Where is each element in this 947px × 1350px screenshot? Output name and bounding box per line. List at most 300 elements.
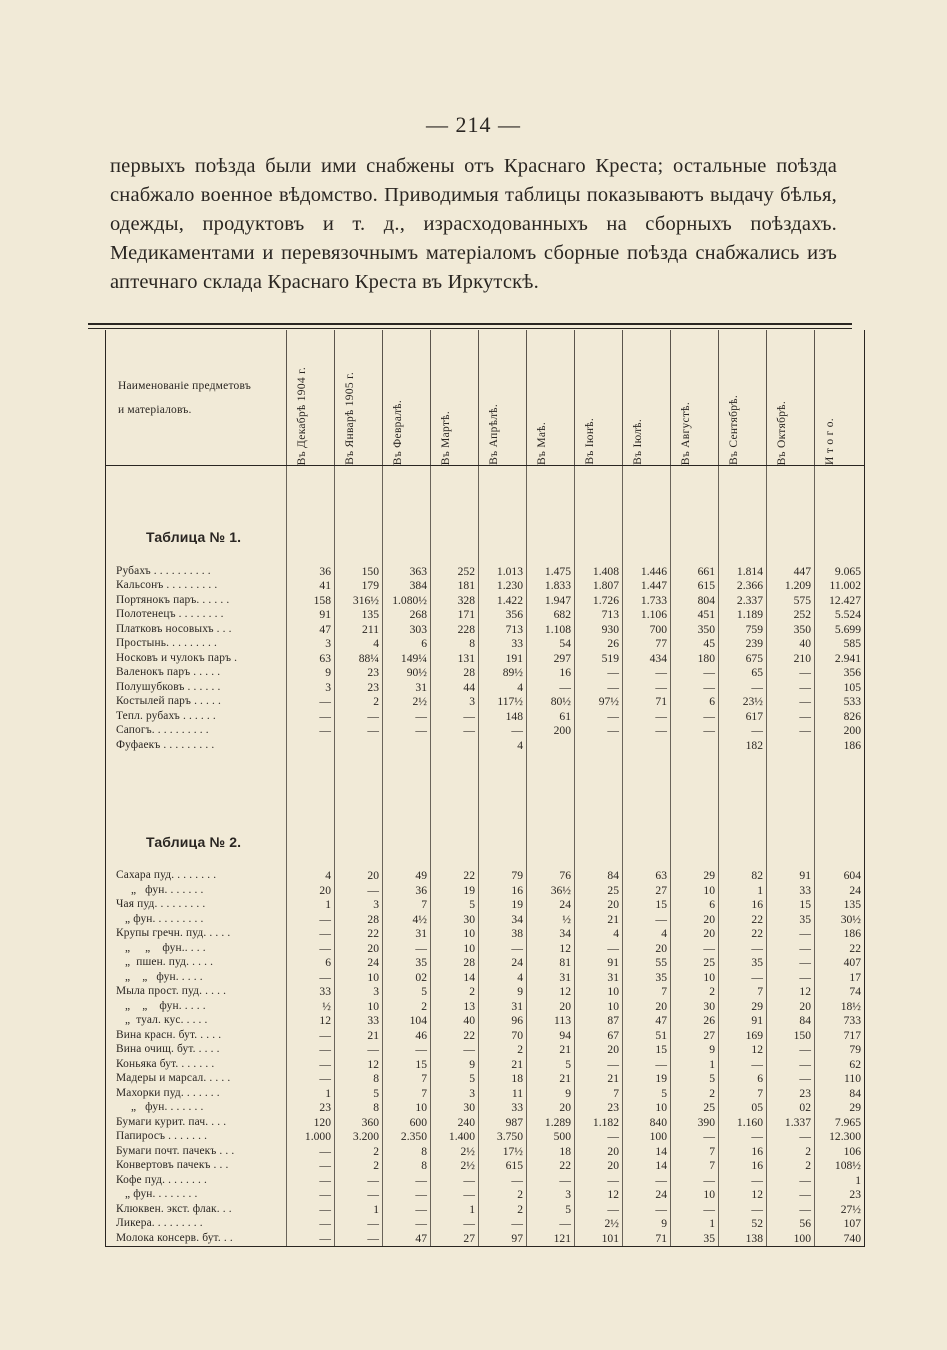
month-column-header: [479, 330, 527, 466]
value-cell: 23: [335, 666, 383, 681]
item-name: Кофе пуд. . . . . . . .: [106, 1173, 287, 1188]
value-cell: 360: [335, 1115, 383, 1130]
value-cell: [767, 738, 815, 753]
month-column-header: [671, 330, 719, 466]
value-cell: —: [719, 970, 767, 985]
value-cell: 35: [383, 956, 431, 971]
value-cell: 615: [671, 579, 719, 594]
value-cell: —: [767, 695, 815, 710]
value-cell: 2: [335, 695, 383, 710]
value-cell: 3: [287, 637, 335, 652]
value-cell: 3.200: [335, 1130, 383, 1145]
value-cell: 1.182: [575, 1115, 623, 1130]
value-cell: 67: [575, 1028, 623, 1043]
value-cell: 41: [287, 579, 335, 594]
table-row: [106, 651, 865, 666]
table-row: [106, 709, 865, 724]
value-cell: —: [767, 1072, 815, 1087]
value-cell: 2: [431, 985, 479, 1000]
value-cell: 930: [575, 622, 623, 637]
spacer-cell: [106, 849, 287, 869]
value-cell: —: [479, 1173, 527, 1188]
value-cell: 47: [287, 622, 335, 637]
value-cell: 135: [335, 608, 383, 623]
value-cell: 5: [671, 1072, 719, 1087]
value-cell: 16: [527, 666, 575, 681]
value-cell: 45: [671, 637, 719, 652]
spacer-cell: [623, 544, 671, 564]
value-cell: 615: [479, 1159, 527, 1174]
value-cell: 20: [575, 1144, 623, 1159]
value-cell: —: [719, 1057, 767, 1072]
value-cell: 2: [383, 999, 431, 1014]
value-cell: 1.289: [527, 1115, 575, 1130]
value-cell: 2½: [383, 695, 431, 710]
value-cell: 16: [719, 898, 767, 913]
value-cell: —: [767, 1057, 815, 1072]
value-cell: 158: [287, 593, 335, 608]
value-cell: 100: [623, 1130, 671, 1145]
value-cell: 84: [767, 1014, 815, 1029]
value-cell: 44: [431, 680, 479, 695]
spacer-cell: [527, 544, 575, 564]
total-cell: 9.065: [815, 564, 865, 579]
total-cell: 585: [815, 637, 865, 652]
value-cell: 2: [767, 1159, 815, 1174]
value-cell: 10: [383, 1101, 431, 1116]
spacer-cell: [719, 849, 767, 869]
value-cell: —: [335, 709, 383, 724]
total-cell: 826: [815, 709, 865, 724]
value-cell: 1.108: [527, 622, 575, 637]
value-cell: 1.400: [431, 1130, 479, 1145]
value-cell: 1.013: [479, 564, 527, 579]
value-cell: —: [287, 1144, 335, 1159]
value-cell: 2.366: [719, 579, 767, 594]
total-cell: 12.300: [815, 1130, 865, 1145]
value-cell: 24: [527, 898, 575, 913]
empty-cell: [623, 791, 671, 849]
empty-cell: [623, 486, 671, 544]
value-cell: —: [335, 1188, 383, 1203]
value-cell: 5: [383, 985, 431, 1000]
value-cell: 1.080½: [383, 593, 431, 608]
spacer-cell: [335, 544, 383, 564]
total-cell: 12.427: [815, 593, 865, 608]
value-cell: —: [287, 927, 335, 942]
value-cell: 138: [719, 1231, 767, 1246]
table-row: [106, 738, 865, 753]
value-cell: 6: [671, 898, 719, 913]
value-cell: —: [383, 709, 431, 724]
value-cell: —: [767, 941, 815, 956]
item-name: Папиросъ . . . . . . .: [106, 1130, 287, 1145]
total-cell: 23: [815, 1188, 865, 1203]
value-cell: 29: [671, 869, 719, 884]
value-cell: 1.447: [623, 579, 671, 594]
value-cell: 14: [623, 1144, 671, 1159]
value-cell: 10: [575, 999, 623, 1014]
item-name: Молока консерв. бут. . .: [106, 1231, 287, 1246]
spacer-cell: [671, 544, 719, 564]
value-cell: —: [671, 1202, 719, 1217]
value-cell: —: [431, 709, 479, 724]
spacer-cell: [623, 849, 671, 869]
value-cell: —: [383, 941, 431, 956]
total-cell: 604: [815, 869, 865, 884]
value-cell: 2: [671, 985, 719, 1000]
value-cell: 7: [383, 1086, 431, 1101]
value-cell: 24: [623, 1188, 671, 1203]
spacer-cell: [431, 544, 479, 564]
section-title: Таблица № 1.: [106, 486, 287, 544]
empty-cell: [671, 486, 719, 544]
table-row: [106, 622, 865, 637]
value-cell: 10: [335, 999, 383, 1014]
value-cell: —: [767, 724, 815, 739]
value-cell: [671, 738, 719, 753]
value-cell: 22: [719, 927, 767, 942]
value-cell: 987: [479, 1115, 527, 1130]
table-row: [106, 1130, 865, 1145]
month-column-header: [575, 330, 623, 466]
empty-cell: [287, 486, 335, 544]
value-cell: 3: [431, 1086, 479, 1101]
value-cell: 1: [287, 1086, 335, 1101]
total-cell: 135: [815, 898, 865, 913]
value-cell: 7: [719, 985, 767, 1000]
value-cell: —: [767, 1130, 815, 1145]
value-cell: 150: [335, 564, 383, 579]
item-name: Вина очищ. бут. . . . .: [106, 1043, 287, 1058]
month-header-label: Въ Январѣ 1905 г.: [344, 372, 356, 465]
value-cell: —: [767, 680, 815, 695]
value-cell: 70: [479, 1028, 527, 1043]
total-cell: 717: [815, 1028, 865, 1043]
table-row: [106, 912, 865, 927]
total-cell: 105: [815, 680, 865, 695]
table-row: [106, 927, 865, 942]
spacer-cell: [575, 849, 623, 869]
item-name: Крупы гречн. пуд. . . . .: [106, 927, 287, 942]
total-cell: 2.941: [815, 651, 865, 666]
value-cell: 4: [479, 970, 527, 985]
value-cell: 19: [431, 883, 479, 898]
value-cell: 30: [671, 999, 719, 1014]
value-cell: —: [671, 709, 719, 724]
value-cell: 20: [527, 999, 575, 1014]
value-cell: 12: [767, 985, 815, 1000]
empty-cell: [575, 791, 623, 849]
value-cell: 22: [527, 1159, 575, 1174]
value-cell: 25: [575, 883, 623, 898]
value-cell: 12: [287, 1014, 335, 1029]
month-column-header: [431, 330, 479, 466]
value-cell: 7: [671, 1159, 719, 1174]
value-cell: 30: [431, 1101, 479, 1116]
value-cell: 97½: [575, 695, 623, 710]
value-cell: —: [671, 1130, 719, 1145]
value-cell: 7: [575, 1086, 623, 1101]
value-cell: 18: [479, 1072, 527, 1087]
table-row: [106, 680, 865, 695]
page-number: — 214 —: [426, 112, 521, 137]
table-row: [106, 1173, 865, 1188]
total-cell: 108½: [815, 1159, 865, 1174]
value-cell: 82: [719, 869, 767, 884]
spacer-cell: [335, 753, 383, 791]
value-cell: 6: [719, 1072, 767, 1087]
total-cell: 407: [815, 956, 865, 971]
value-cell: 27: [671, 1028, 719, 1043]
spacer-cell: [106, 753, 287, 791]
spacer-cell: [383, 753, 431, 791]
empty-cell: [335, 791, 383, 849]
value-cell: 9: [431, 1057, 479, 1072]
value-cell: —: [287, 1173, 335, 1188]
item-name: Мыла прост. пуд. . . . .: [106, 985, 287, 1000]
value-cell: 35: [671, 1231, 719, 1246]
table-row: [106, 1072, 865, 1087]
value-cell: 5: [431, 898, 479, 913]
value-cell: —: [335, 1043, 383, 1058]
value-cell: 12: [335, 1057, 383, 1072]
value-cell: 80½: [527, 695, 575, 710]
value-cell: [527, 738, 575, 753]
item-name: Коньяка бут. . . . . . .: [106, 1057, 287, 1072]
value-cell: —: [623, 1173, 671, 1188]
total-cell: 79: [815, 1043, 865, 1058]
month-column-header: [719, 330, 767, 466]
item-name: Полотенецъ . . . . . . . .: [106, 608, 287, 623]
value-cell: 87: [575, 1014, 623, 1029]
value-cell: 8: [335, 1072, 383, 1087]
value-cell: 20: [287, 883, 335, 898]
table-row: [106, 564, 865, 579]
value-cell: —: [767, 1043, 815, 1058]
value-cell: 10: [431, 927, 479, 942]
value-cell: —: [623, 1057, 671, 1072]
value-cell: 6: [671, 695, 719, 710]
value-cell: 617: [719, 709, 767, 724]
table-row: [106, 1014, 865, 1029]
value-cell: 20: [623, 999, 671, 1014]
value-cell: 1: [431, 1202, 479, 1217]
total-cell: 740: [815, 1231, 865, 1246]
spacer-cell: [815, 753, 865, 791]
value-cell: 15: [623, 898, 671, 913]
value-cell: —: [767, 709, 815, 724]
value-cell: 1: [287, 898, 335, 913]
empty-cell: [815, 791, 865, 849]
value-cell: 682: [527, 608, 575, 623]
value-cell: 02: [767, 1101, 815, 1116]
spacer-cell: [287, 849, 335, 869]
empty-cell: [527, 486, 575, 544]
value-cell: 363: [383, 564, 431, 579]
value-cell: —: [623, 724, 671, 739]
spacer-cell: [767, 466, 815, 487]
spacer-cell: [335, 466, 383, 487]
value-cell: 20: [335, 869, 383, 884]
total-cell: 107: [815, 1217, 865, 1232]
value-cell: 804: [671, 593, 719, 608]
empty-cell: [479, 486, 527, 544]
item-name: Вина красн. бут. . . . .: [106, 1028, 287, 1043]
value-cell: 9: [527, 1086, 575, 1101]
value-cell: 12: [719, 1043, 767, 1058]
value-cell: 71: [623, 1231, 671, 1246]
table-row: [106, 1115, 865, 1130]
empty-cell: [383, 791, 431, 849]
value-cell: 47: [383, 1231, 431, 1246]
value-cell: —: [767, 1202, 815, 1217]
value-cell: 23: [575, 1101, 623, 1116]
total-cell: 24: [815, 883, 865, 898]
value-cell: —: [287, 1217, 335, 1232]
value-cell: 63: [287, 651, 335, 666]
spacer-cell: [527, 466, 575, 487]
value-cell: —: [767, 970, 815, 985]
value-cell: 3: [335, 985, 383, 1000]
value-cell: 21: [335, 1028, 383, 1043]
value-cell: —: [767, 666, 815, 681]
value-cell: 350: [671, 622, 719, 637]
total-cell: 17: [815, 970, 865, 985]
value-cell: 35: [767, 912, 815, 927]
value-cell: 97: [479, 1231, 527, 1246]
table-row: [106, 1159, 865, 1174]
value-cell: —: [671, 666, 719, 681]
value-cell: 91: [719, 1014, 767, 1029]
month-header-label: Въ Маѣ.: [536, 421, 548, 465]
value-cell: 519: [575, 651, 623, 666]
value-cell: 434: [623, 651, 671, 666]
value-cell: 1.337: [767, 1115, 815, 1130]
value-cell: 2.337: [719, 593, 767, 608]
total-cell: 62: [815, 1057, 865, 1072]
total-column-header: [815, 330, 865, 466]
value-cell: —: [719, 941, 767, 956]
value-cell: —: [287, 1202, 335, 1217]
spacer-cell: [767, 849, 815, 869]
value-cell: 4: [335, 637, 383, 652]
supplies-table: [105, 330, 865, 1247]
value-cell: 29: [719, 999, 767, 1014]
value-cell: 297: [527, 651, 575, 666]
value-cell: 15: [383, 1057, 431, 1072]
month-header-label: Въ Августѣ.: [680, 401, 692, 465]
value-cell: 759: [719, 622, 767, 637]
value-cell: 8: [383, 1159, 431, 1174]
value-cell: 700: [623, 622, 671, 637]
value-cell: 240: [431, 1115, 479, 1130]
value-cell: 500: [527, 1130, 575, 1145]
value-cell: 14: [623, 1159, 671, 1174]
spacer-cell: [815, 466, 865, 487]
value-cell: 11: [479, 1086, 527, 1101]
value-cell: 1.230: [479, 579, 527, 594]
value-cell: 20: [575, 1043, 623, 1058]
value-cell: 3: [431, 695, 479, 710]
value-cell: 28: [431, 666, 479, 681]
value-cell: [335, 738, 383, 753]
spacer-cell: [106, 466, 287, 487]
value-cell: —: [287, 1231, 335, 1246]
spacer-cell: [527, 753, 575, 791]
value-cell: 9: [671, 1043, 719, 1058]
value-cell: 5: [431, 1072, 479, 1087]
name-header-line1: Наименованіе предметовъ: [118, 379, 251, 392]
section-title: Таблица № 2.: [106, 791, 287, 849]
value-cell: 1.475: [527, 564, 575, 579]
value-cell: 2: [671, 1086, 719, 1101]
value-cell: 121: [527, 1231, 575, 1246]
value-cell: —: [335, 1217, 383, 1232]
value-cell: 210: [767, 651, 815, 666]
value-cell: 675: [719, 651, 767, 666]
item-name: „ фун. . . . . . .: [106, 883, 287, 898]
spacer-cell: [335, 849, 383, 869]
value-cell: 171: [431, 608, 479, 623]
empty-cell: [383, 486, 431, 544]
value-cell: 840: [623, 1115, 671, 1130]
value-cell: 101: [575, 1231, 623, 1246]
value-cell: 91: [767, 869, 815, 884]
value-cell: 31: [575, 970, 623, 985]
name-column-header: [106, 330, 287, 466]
month-header-label: Въ Декабрѣ 1904 г.: [296, 366, 308, 465]
value-cell: —: [479, 941, 527, 956]
month-header-label: Въ Апрѣлѣ.: [488, 404, 500, 465]
value-cell: —: [383, 1043, 431, 1058]
value-cell: —: [623, 680, 671, 695]
value-cell: [383, 738, 431, 753]
value-cell: 179: [335, 579, 383, 594]
value-cell: 9: [287, 666, 335, 681]
item-name: „ фун. . . . . . . . .: [106, 912, 287, 927]
value-cell: —: [287, 709, 335, 724]
value-cell: 61: [527, 709, 575, 724]
value-cell: 9: [623, 1217, 671, 1232]
item-name: „ туал. кус. . . . .: [106, 1014, 287, 1029]
table-row: [106, 1043, 865, 1058]
value-cell: 713: [575, 608, 623, 623]
value-cell: 10: [575, 985, 623, 1000]
spacer-cell: [623, 466, 671, 487]
month-column-header: [527, 330, 575, 466]
total-cell: 5.699: [815, 622, 865, 637]
table-row: [106, 985, 865, 1000]
value-cell: 10: [671, 970, 719, 985]
table-row: [106, 1202, 865, 1217]
value-cell: 316½: [335, 593, 383, 608]
total-cell: 356: [815, 666, 865, 681]
spacer-cell: [815, 849, 865, 869]
value-cell: 2: [767, 1144, 815, 1159]
value-cell: 36: [287, 564, 335, 579]
value-cell: —: [287, 941, 335, 956]
value-cell: 1.189: [719, 608, 767, 623]
value-cell: 181: [431, 579, 479, 594]
value-cell: —: [671, 1173, 719, 1188]
empty-cell: [479, 791, 527, 849]
value-cell: 77: [623, 637, 671, 652]
value-cell: 23½: [719, 695, 767, 710]
empty-cell: [719, 486, 767, 544]
value-cell: —: [671, 941, 719, 956]
value-cell: —: [719, 724, 767, 739]
